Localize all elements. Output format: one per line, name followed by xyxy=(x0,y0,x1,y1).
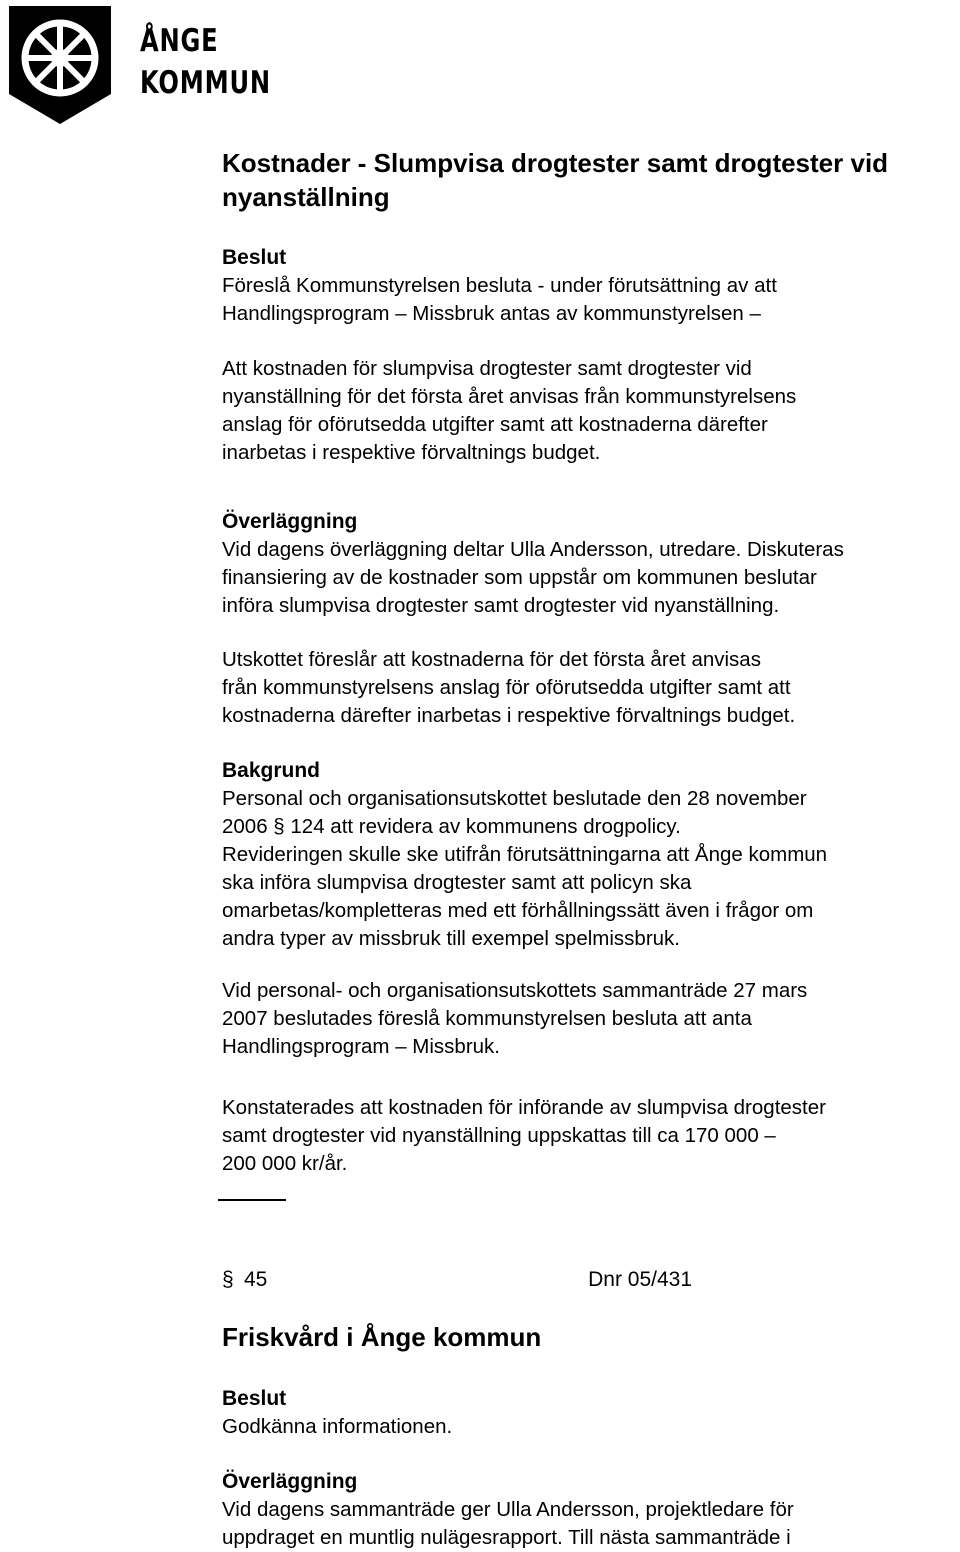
section-2-beslut-heading: Beslut xyxy=(222,1387,287,1410)
bakgrund-text-3: Konstaterades att kostnaden för införande av slumpvisa drogtester samt drogtester vid nyanställning uppskattas till ca 170 000 – 200 000 kr/år. xyxy=(222,1096,826,1175)
bakgrund-text: Personal och organisationsutskottet beslutade den 28 november 2006 § 124 att revidera av kommunens drogpolicy. Revideringen skulle ske utifrån förutsättningarna att Ånge kommun ska införa slumpvisa drogtester samt att policyn ska omarbetas/kompletteras med ett förhållningssätt även i frågor om andra typer av missbruk till exempel spelmissbruk. xyxy=(222,787,828,950)
municipality-name xyxy=(140,20,271,104)
municipal-coat-of-arms-icon xyxy=(5,2,115,128)
bakgrund-text-2: Vid personal- och organisationsutskottets sammanträde 27 mars 2007 beslutades föreslå kommunstyrelsen besluta att anta Handlingsprogram – Missbruk. xyxy=(222,979,808,1058)
paragraph-symbol: § xyxy=(222,1268,234,1291)
bakgrund-heading: Bakgrund xyxy=(222,759,321,782)
section-2-beslut-text: Godkänna informationen. xyxy=(222,1415,453,1438)
section-2-overlaggning-text: Vid dagens sammanträde ger Ulla Andersson, projektledare för uppdraget en muntlig nulägesrapport. Till nästa sammanträde i xyxy=(222,1498,794,1549)
beslut-text-2: Att kostnaden för slumpvisa drogtester samt drogtester vid nyanställning för det första året anvisas från kommunstyrelsens anslag för oförutsedda utgifter samt att kostnaderna därefter inarbetas i respektive förvaltnings budget. xyxy=(222,357,797,464)
section-divider xyxy=(218,1199,286,1201)
municipality-name-line1: ÅNGE xyxy=(140,23,219,59)
section-2-overlaggning-heading: Överläggning xyxy=(222,1470,358,1493)
beslut-heading: Beslut xyxy=(222,246,287,269)
diary-number: Dnr 05/431 xyxy=(588,1268,692,1291)
overlaggning-text-2: Utskottet föreslår att kostnaderna för det första året anvisas från kommunstyrelsens anslag för oförutsedda utgifter samt att kostnaderna därefter inarbetas i respektive förvaltnings budget. xyxy=(222,648,796,727)
section-title: Kostnader - Slumpvisa drogtester samt drogtester vid nyanställning xyxy=(222,148,889,212)
section-2-title: Friskvård i Ånge kommun xyxy=(222,1322,542,1352)
municipality-name-line2: KOMMUN xyxy=(140,65,271,101)
paragraph-header xyxy=(222,1265,692,1295)
overlaggning-text: Vid dagens överläggning deltar Ulla Andersson, utredare. Diskuteras finansiering av de kostnader som uppstår om kommunen beslutar införa slumpvisa drogtester samt drogtester vid nyanställning. xyxy=(222,538,844,617)
overlaggning-heading: Överläggning xyxy=(222,510,358,533)
paragraph-number: 45 xyxy=(244,1268,268,1291)
beslut-text: Föreslå Kommunstyrelsen besluta - under förutsättning av att Handlingsprogram – Missbruk antas av kommunstyrelsen – xyxy=(222,274,777,325)
